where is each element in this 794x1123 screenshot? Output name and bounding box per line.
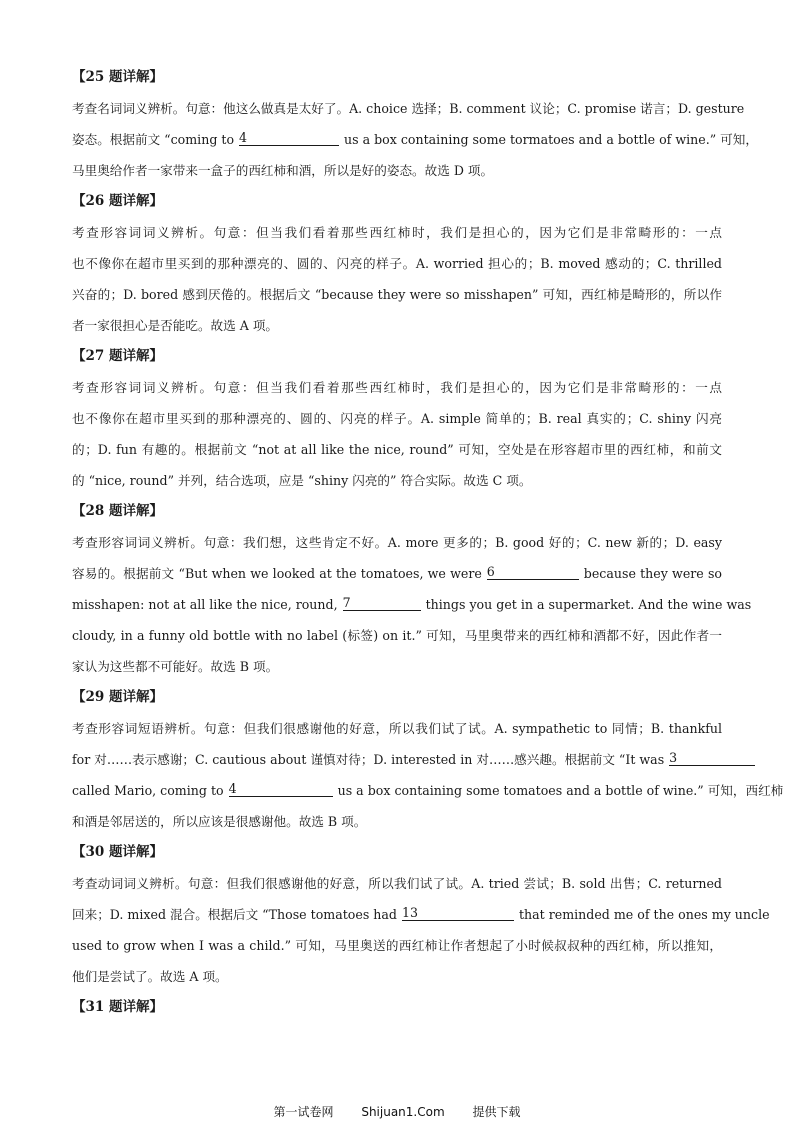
fill-in-blank: 7 <box>343 595 421 611</box>
text-segment: us a box containing some tormatoes and a bottle of wine.” 可知， <box>344 132 758 147</box>
text-segment: misshapen: not at all like the nice, round, <box>72 597 338 612</box>
footer-note: 提供下载 <box>472 1105 521 1119</box>
text-line <box>72 124 758 155</box>
footer-site-url: Shijuan1.Com <box>361 1105 445 1119</box>
text-line <box>72 651 722 682</box>
text-segment: called Mario, coming to <box>72 783 224 798</box>
text-segment: 和酒是邻居送的，所以应该是很感谢他。故选 B 项。 <box>72 814 367 829</box>
text-segment: things you get in a supermarket. And the wine was <box>425 597 752 612</box>
text-line <box>72 620 722 651</box>
text-line <box>72 930 722 961</box>
text-line <box>72 868 722 899</box>
fill-in-blank: 3 <box>669 750 755 766</box>
text-segment: 回来；D. mixed 混合。根据后文 “Those tomatoes had <box>72 907 397 922</box>
text-segment: for 对……表示感谢；C. cautious about 谨慎对待；D. interested in 对……感兴趣。根据前文 “It was <box>72 752 665 767</box>
document-body <box>72 62 784 1023</box>
text-segment: cloudy, in a funny old bottle with no label (标签) on it.” 可知，马里奥带来的西红柿和酒都不好，因此作者一 <box>72 628 722 643</box>
text-segment: that reminded me of the ones my uncle <box>518 907 770 922</box>
explanation-paragraph <box>72 527 752 682</box>
explanation-paragraph <box>72 868 770 992</box>
explanation-paragraph <box>72 93 758 186</box>
text-segment: because they were so <box>583 566 722 581</box>
text-line <box>72 310 722 341</box>
text-segment: us a box containing some tomatoes and a bottle of wine.” 可知，西红柿 <box>337 783 784 798</box>
text-segment: 姿态。根据前文 “coming to <box>72 132 235 147</box>
fill-in-blank: 4 <box>239 130 339 146</box>
text-segment: 考查动词词义辨析。句意：但我们很感谢他的好意，所以我们试了试。A. tried 尝试；B. sold 出售；C. returned <box>72 876 722 891</box>
explanation-paragraph <box>72 217 722 341</box>
text-segment: used to grow when I was a child.” 可知，马里奥送的西红柿让作者想起了小时候叔叔种的西红柿，所以推知， <box>72 938 722 953</box>
text-line <box>72 372 722 403</box>
text-line <box>72 961 722 992</box>
text-segment: 也不像你在超市里买到的那种漂亮的、圆的、闪亮的样子。A. simple 简单的；B. real 真实的；C. shiny 闪亮 <box>72 411 722 426</box>
section-title: 【29 题详解】 <box>72 689 163 705</box>
fill-in-blank: 6 <box>487 564 579 580</box>
text-line <box>72 217 722 248</box>
text-line <box>72 93 745 124</box>
explanation-paragraph <box>72 372 722 496</box>
text-line <box>72 279 722 310</box>
section-title: 【31 题详解】 <box>72 999 163 1015</box>
text-segment: 考查形容词词义辨析。句意：我们想，这些肯定不好。A. more 更多的；B. good 好的；C. new 新的；D. easy <box>72 535 722 550</box>
text-line <box>72 806 722 837</box>
text-segment: 他们是尝试了。故选 A 项。 <box>72 969 228 984</box>
page-footer <box>0 1103 794 1120</box>
text-segment: 考查形容词短语辨析。句意：但我们很感谢他的好意，所以我们试了试。A. sympathetic to 同情；B. thankful <box>72 721 722 736</box>
text-segment: 的；D. fun 有趣的。根据前文 “not at all like the nice, round” 可知，空处是在形容超市里的西红柿，和前文 <box>72 442 722 457</box>
text-segment: 家认为这些都不可能好。故选 B 项。 <box>72 659 279 674</box>
text-line <box>72 465 722 496</box>
text-line <box>72 713 722 744</box>
text-segment: 马里奥给作者一家带来一盒子的西红柿和酒，所以是好的姿态。故选 D 项。 <box>72 163 494 178</box>
text-line <box>72 527 722 558</box>
text-line <box>72 155 722 186</box>
section-title: 【27 题详解】 <box>72 348 163 364</box>
text-segment: 也不像你在超市里买到的那种漂亮的、圆的、闪亮的样子。A. worried 担心的；B. moved 感动的；C. thrilled <box>72 256 722 271</box>
text-line <box>72 434 722 465</box>
section-title: 【25 题详解】 <box>72 69 163 85</box>
text-segment: 考查形容词词义辨析。句意：但当我们看着那些西红柿时，我们是担心的，因为它们是非常畸形的：一点 <box>72 380 722 395</box>
text-segment: 的 “nice, round” 并列，结合选项，应是 “shiny 闪亮的” 符合实际。故选 C 项。 <box>72 473 532 488</box>
text-segment: 考查名词词义辨析。句意：他这么做真是太好了。A. choice 选择；B. comment 议论；C. promise 诺言；D. gesture <box>72 101 745 116</box>
text-line <box>72 248 722 279</box>
text-segment: 兴奋的；D. bored 感到厌倦的。根据后文 “because they were so misshapen” 可知，西红柿是畸形的，所以作 <box>72 287 722 302</box>
text-line <box>72 775 784 806</box>
text-line <box>72 744 722 775</box>
fill-in-blank: 13 <box>402 905 514 921</box>
text-line <box>72 558 722 589</box>
section-title: 【30 题详解】 <box>72 844 163 860</box>
text-segment: 者一家很担心是否能吃。故选 A 项。 <box>72 318 279 333</box>
explanation-paragraph <box>72 713 784 837</box>
section-title: 【28 题详解】 <box>72 503 163 519</box>
fill-in-blank: 4 <box>229 781 333 797</box>
text-segment: 考查形容词词义辨析。句意：但当我们看着那些西红柿时，我们是担心的，因为它们是非常畸形的：一点 <box>72 225 722 240</box>
text-line <box>72 589 752 620</box>
section-title: 【26 题详解】 <box>72 193 163 209</box>
footer-site-name: 第一试卷网 <box>273 1105 334 1119</box>
text-line <box>72 899 770 930</box>
text-line <box>72 403 722 434</box>
text-segment: 容易的。根据前文 “But when we looked at the tomatoes, we were <box>72 566 482 581</box>
